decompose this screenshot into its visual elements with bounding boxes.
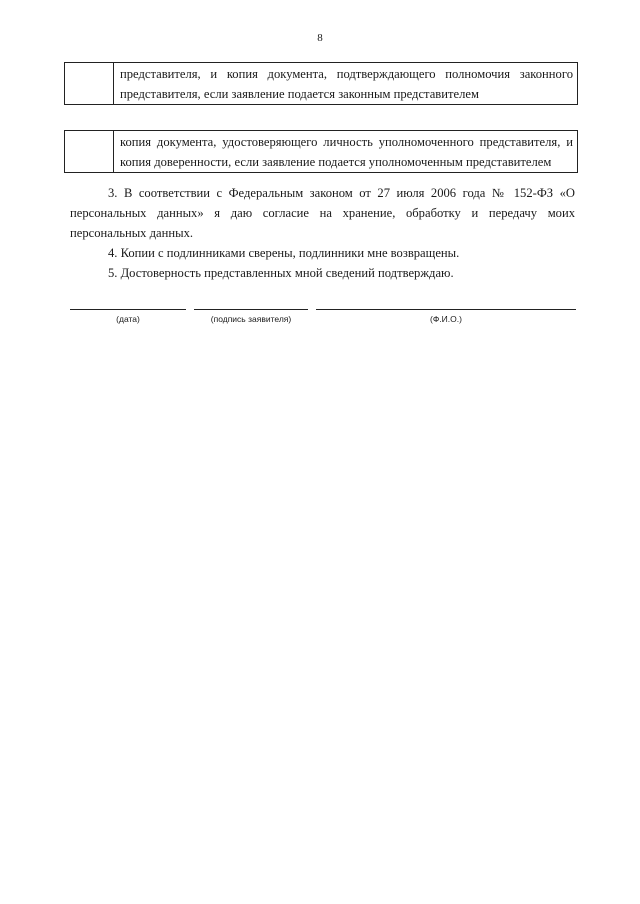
- document-row-authorized-representative: [64, 130, 578, 173]
- accuracy-confirmation-paragraph: 5. Достоверность представленных мной сведений подтверждаю.: [108, 266, 454, 280]
- signature-block: [70, 309, 576, 333]
- document-row-marker-cell: [65, 131, 114, 173]
- document-row-text: копия документа, удостоверяющего личность уполномоченного представителя, и копия доверенности, если заявление подается уполномоченным представителем: [114, 131, 578, 173]
- document-row-legal-representative: [64, 62, 578, 105]
- date-line: [70, 309, 186, 310]
- signature-field: [194, 309, 308, 324]
- signature-line: [194, 309, 308, 310]
- page-number: 8: [317, 32, 323, 44]
- statements: [70, 183, 575, 283]
- date-caption: (дата): [116, 314, 140, 324]
- signature-caption: (подпись заявителя): [210, 314, 292, 324]
- consent-paragraph: 3. В соответствии с Федеральным законом от 27 июля 2006 года № 152-ФЗ «О персональных данных» я даю согласие на хранение, обработку и передачу моих персональных данных.: [70, 186, 575, 240]
- full-name-caption: (Ф.И.О.): [430, 314, 462, 324]
- copies-verified-paragraph: 4. Копии с подлинниками сверены, подлинники мне возвращены.: [108, 246, 460, 260]
- date-field: [70, 309, 186, 324]
- document-row-text: представителя, и копия документа, подтверждающего полномочия законного представителя, если заявление подается законным представителем: [114, 63, 578, 105]
- full-name-field: [316, 309, 576, 324]
- document-row-marker-cell: [65, 63, 114, 105]
- full-name-line: [316, 309, 576, 310]
